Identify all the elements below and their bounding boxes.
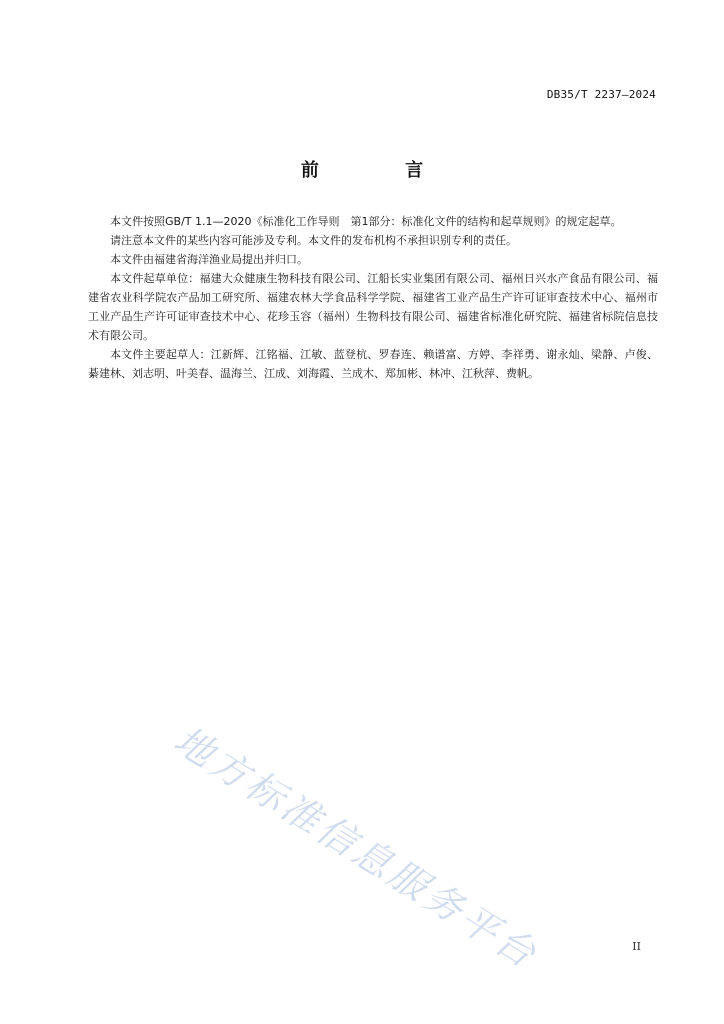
paragraph-proposer: 本文件由福建省海洋渔业局提出并归口。 — [110, 253, 308, 266]
page-title: 前 言 — [300, 160, 464, 181]
paragraph-drafters: 本文件主要起草人：江新辉、江铭福、江敏、蓝登杭、罗春连、赖谱富、方婷、李祥勇、谢永灿、梁静、卢俊、綦建林、刘志明、叶美春、温海兰、江成、刘海霞、兰成木、郑加彬、林冲、江秋萍、费帆。 — [88, 348, 658, 380]
paragraph-patent-notice: 请注意本文件的某些内容可能涉及专利。本文件的发布机构不承担识别专利的责任。 — [110, 234, 517, 247]
paragraph-drafting-rules: 本文件按照GB/T 1.1—2020《标准化工作导则 第1部分：标准化文件的结构和起草规则》的规定起草。 — [110, 215, 622, 228]
watermark-text: 地方标准信息服务平台 — [166, 717, 546, 978]
paragraph-drafting-units: 本文件起草单位：福建大众健康生物科技有限公司、江船长实业集团有限公司、福州日兴水产食品有限公司、福建省农业科学院农产品加工研究所、福建农林大学食品科学学院、福建省工业产品生产许可证审查技术中心、福州市工业产品生产许可证审查技术中心、花珍玉容（福州）生物科技有限公司、福建省标准化研究院、福建省标院信息技术有限公司。 — [88, 272, 658, 342]
foreword-body — [88, 212, 658, 383]
page-number: II — [632, 940, 641, 953]
document-code: DB35/T 2237—2024 — [546, 88, 656, 101]
